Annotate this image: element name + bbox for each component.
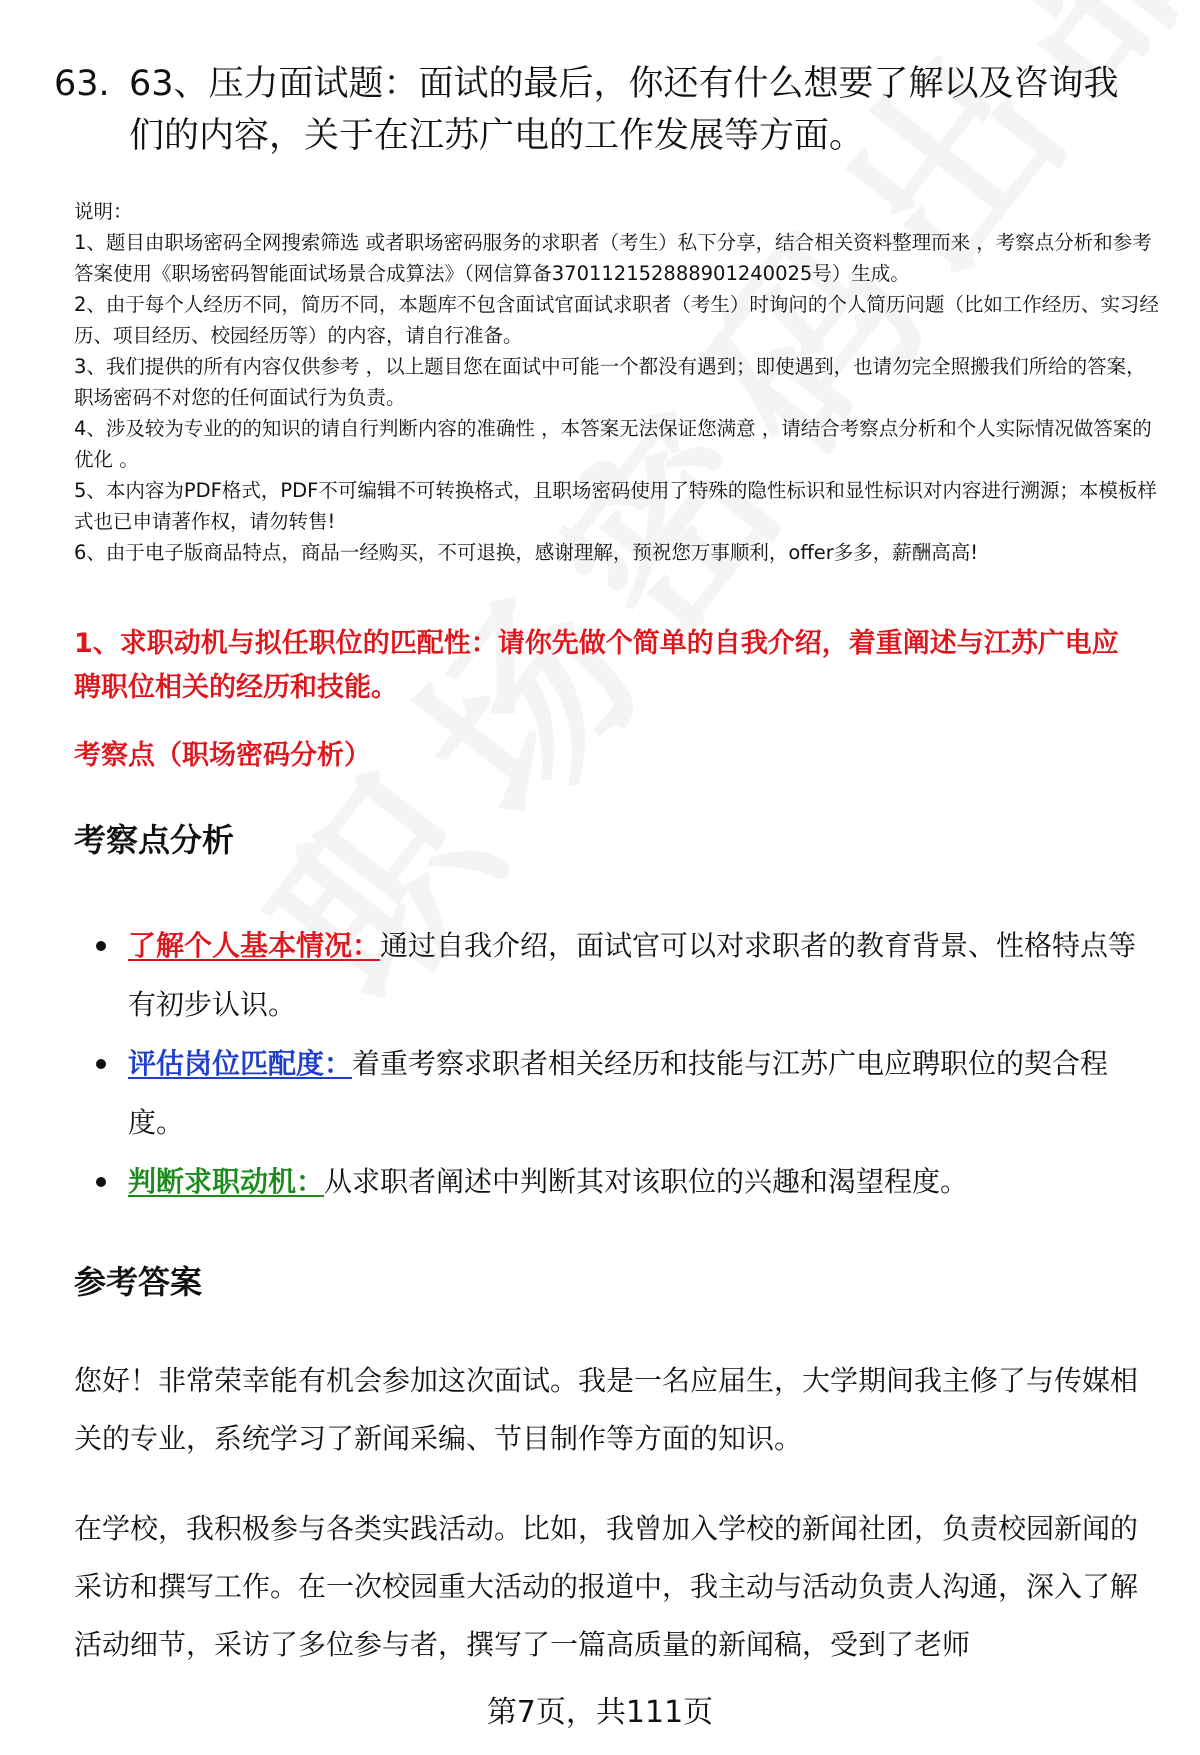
analysis-heading: 考察点分析 xyxy=(74,821,235,859)
analysis-item xyxy=(96,916,1156,1034)
page-number: 第7页，共111页 xyxy=(486,1695,714,1730)
question-number: 63. xyxy=(54,64,110,104)
question-text: 63、压力面试题：面试的最后，你还有什么想要了解以及咨询我们的内容，关于在江苏广电的工作发展等方面。 xyxy=(129,64,1119,156)
analysis-text: 通过自我介绍，面试官可以对求职者的教育背景、性格特点等有初步认识。 xyxy=(128,929,1137,1021)
analysis-keyword: 了解个人基本情况： xyxy=(128,929,381,962)
notice-item: 5、本内容为PDF格式，PDF不可编辑不可转换格式，且职场密码使用了特殊的隐性标识和显性标识对内容进行溯源；本模板样式也已申请著作权，请勿转售! xyxy=(74,479,1157,533)
bullet-icon xyxy=(96,941,106,951)
notice-item: 2、由于每个人经历不同，简历不同，本题库不包含面试官面试求职者（考生）时询问的个人简历问题（比如工作经历、实习经历、项目经历、校园经历等）的内容，请自行准备。 xyxy=(74,293,1159,347)
answer-paragraph: 在学校，我积极参与各类实践活动。比如，我曾加入学校的新闻社团，负责校园新闻的采访和撰写工作。在一次校园重大活动的报道中，我主动与活动负责人沟通，深入了解活动细节，采访了多位参与者，撰写了一篇高质量的新闻稿，受到了老师 xyxy=(74,1512,1139,1661)
analysis-text: 着重考察求职者相关经历和技能与江苏广电应聘职位的契合程度。 xyxy=(128,1047,1109,1139)
notice-item: 4、涉及较为专业的的知识的请自行判断内容的准确性 ，本答案无法保证您满意 ，请结合考察点分析和个人实际情况做答案的优化 。 xyxy=(74,417,1152,471)
analysis-text: 从求职者阐述中判断其对该职位的兴趣和渴望程度。 xyxy=(324,1165,969,1198)
answer-heading: 参考答案 xyxy=(74,1263,203,1301)
exam-point-label: 考察点（职场密码分析） xyxy=(74,740,371,771)
answer-paragraph: 您好！非常荣幸能有机会参加这次面试。我是一名应届生，大学期间我主修了与传媒相关的专业，系统学习了新闻采编、节目制作等方面的知识。 xyxy=(74,1364,1139,1455)
analysis-item xyxy=(96,1034,1156,1152)
question-title xyxy=(54,58,1154,162)
sub-question-heading: 1、求职动机与拟任职位的匹配性：请你先做个简单的自我介绍，着重阐述与江苏广电应聘职位相关的经历和技能。 xyxy=(74,628,1119,703)
notice-item: 3、我们提供的所有内容仅供参考 ，以上题目您在面试中可能一个都没有遇到；即使遇到，也请勿完全照搬我们所给的答案，职场密码不对您的任何面试行为负责。 xyxy=(74,355,1146,409)
analysis-keyword: 评估岗位匹配度： xyxy=(128,1047,353,1080)
analysis-list xyxy=(96,916,1156,1211)
notice-item: 6、由于电子版商品特点，商品一经购买，不可退换，感谢理解，预祝您万事顺利，offer多多，薪酬高高! xyxy=(74,541,979,564)
notice-block xyxy=(74,196,1164,568)
notice-item: 1、题目由职场密码全网搜索筛选 或者职场密码服务的求职者（考生）私下分享，结合相关资料整理而来 ，考察点分析和参考答案使用《职场密码智能面试场景合成算法》（网信算备370112152888901240025号）生成。 xyxy=(74,231,1152,285)
bullet-icon xyxy=(96,1059,106,1069)
notice-label: 说明： xyxy=(74,200,133,223)
analysis-keyword: 判断求职动机： xyxy=(128,1165,325,1198)
bullet-icon xyxy=(96,1177,106,1187)
analysis-item xyxy=(96,1152,1156,1211)
